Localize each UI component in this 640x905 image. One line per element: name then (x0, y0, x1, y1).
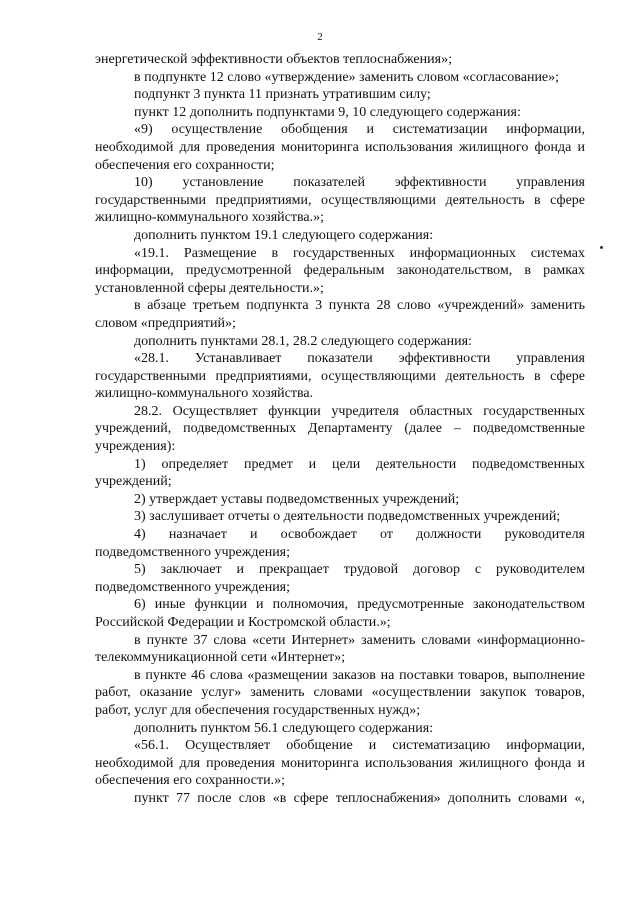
paragraph: пункт 12 дополнить подпунктами 9, 10 следующего содержания: (134, 104, 521, 120)
paragraph: 4) назначает и освобождает от должности руководителя подведомственного учреждения; (95, 527, 585, 560)
paragraph: 5) заключает и прекращает трудовой договор с руководителем подведомственного учреждения; (95, 562, 585, 595)
paragraph: в абзаце третьем подпункта 3 пункта 28 слово «учреждений» заменить словом «предприятий»; (95, 298, 585, 331)
paragraph: энергетической эффективности объектов теплоснабжения»; (95, 52, 452, 67)
paragraph: «19.1. Размещение в государственных информационных системах информации, предусмотренной федеральным законодательством, в рамках установленной сферы деятельности.»; (95, 245, 585, 296)
paragraph: 3) заслушивает отчеты о деятельности подведомственных учреждений; (134, 509, 561, 525)
paragraph: 2) утверждает уставы подведомственных учреждений; (134, 491, 460, 507)
paragraph: пункт 77 после слов «в сфере теплоснабжения» дополнить словами «, (134, 790, 585, 806)
paragraph: 28.2. Осуществляет функции учредителя областных государственных учреждений, подведомственных Департаменту (далее – подведомственные учреждения): (95, 403, 585, 455)
paragraph: «56.1. Осуществляет обобщение и систематизацию информации, необходимой для проведения мониторинга использования жилищного фонда и обеспечения его сохранности.»; (95, 738, 585, 789)
paragraph: дополнить пунктом 56.1 следующего содержания: (134, 720, 434, 736)
paragraph: 10) установление показателей эффективности управления государственными предприятиями, осуществляющими деятельность в сфере жилищно-коммунального хозяйства.»; (95, 175, 585, 226)
paragraph: в подпункте 12 слово «утверждение» заменить словом «согласование»; (134, 69, 560, 85)
paragraph: дополнить пунктом 19.1 следующего содержания: (134, 227, 434, 243)
paragraph: в пункте 37 слова «сети Интернет» заменить словами «информационно-телекоммуникационной сети «Интернет»; (95, 632, 585, 666)
paragraph: дополнить пунктами 28.1, 28.2 следующего содержания: (134, 333, 472, 349)
paragraph: «9) осуществление обобщения и систематизации информации, необходимой для проведения мониторинга использования жилищного фонда и обеспечения его сохранности; (95, 122, 585, 173)
paragraph: в пункте 46 слова «размещении заказов на поставки товаров, выполнение работ, оказание услуг» заменить словами «осуществлении закупок товаров, работ, услуг для обеспечения государственных нужд»; (95, 667, 585, 718)
paragraph: 6) иные функции и полномочия, предусмотренные законодательством Российской Федерации и Костромской области.»; (95, 597, 585, 630)
paragraph: подпункт 3 пункта 11 признать утратившим силу; (134, 87, 431, 103)
paragraph: 1) определяет предмет и цели деятельности подведомственных учреждений; (95, 456, 585, 490)
page-number: 2 (317, 31, 323, 43)
scan-speck (600, 246, 603, 249)
document-body (95, 51, 585, 808)
paragraph: «28.1. Устанавливает показатели эффективности управления государственными предприятиями, осуществляющими деятельность в сфере жилищно-коммунального хозяйства. (95, 351, 585, 402)
